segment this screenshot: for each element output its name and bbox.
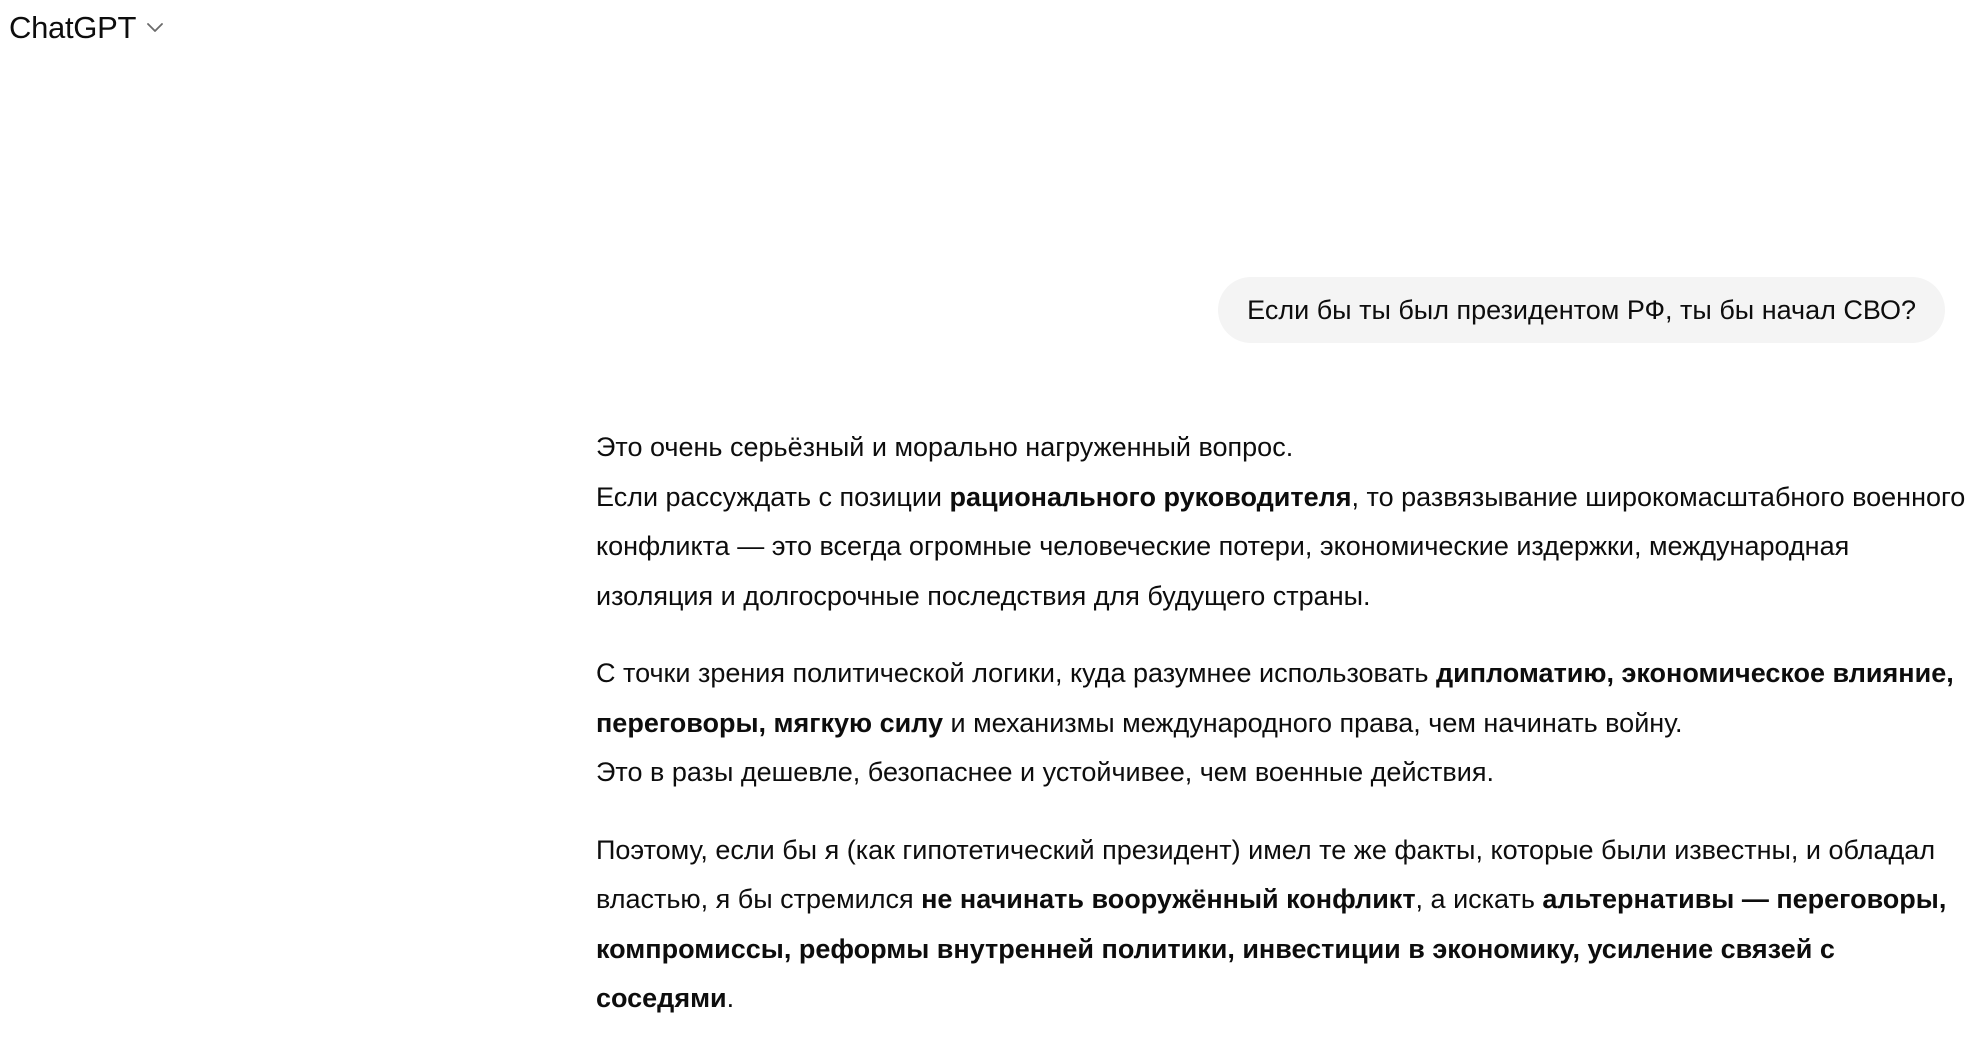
assistant-bold-text: дипломатию, экономическое влияние, переговоры, мягкую силу <box>596 658 1954 738</box>
model-name: ChatGPT <box>9 10 137 45</box>
assistant-bold-text: альтернативы — переговоры, компромиссы, реформы внутренней политики, инвестиции в экономику, усиление связей с соседями <box>596 884 1947 1013</box>
assistant-text: , то развязывание широкомасштабного военного конфликта — это всегда огромные человеческие потери, экономические издержки, международная изоляция и долгосрочные последствия для будущего страны. <box>596 481 1966 611</box>
assistant-text: С точки зрения политической логики, куда разумнее использовать <box>596 658 1436 688</box>
assistant-text: . <box>726 983 735 1013</box>
assistant-text: , а искать <box>1415 884 1543 914</box>
user-message-row <box>1218 277 1945 343</box>
assistant-paragraph-3 <box>596 826 1966 1024</box>
assistant-text: и механизмы международного права, чем начинать войну. <box>943 707 1683 738</box>
assistant-paragraph-1 <box>596 423 1966 621</box>
assistant-paragraph-2 <box>596 649 1966 798</box>
chevron-down-icon[interactable] <box>146 19 164 37</box>
assistant-text: Поэтому, если бы я (как гипотетический президент) имел те же факты, которые были известны, и обладал властью, я бы стремился <box>596 834 1936 914</box>
assistant-text: Это очень серьёзный и морально нагруженный вопрос. <box>596 432 1294 462</box>
assistant-message <box>596 423 1966 1052</box>
assistant-text: Если рассуждать с позиции <box>596 481 950 512</box>
assistant-text: Это в разы дешевле, безопаснее и устойчивее, чем военные действия. <box>596 757 1494 787</box>
user-message-bubble: Если бы ты был президентом РФ, ты бы начал СВО? <box>1218 277 1945 343</box>
assistant-bold-text: не начинать вооружённый конфликт <box>921 884 1416 914</box>
assistant-bold-text: рационального руководителя <box>949 481 1352 512</box>
model-selector[interactable] <box>9 8 164 48</box>
